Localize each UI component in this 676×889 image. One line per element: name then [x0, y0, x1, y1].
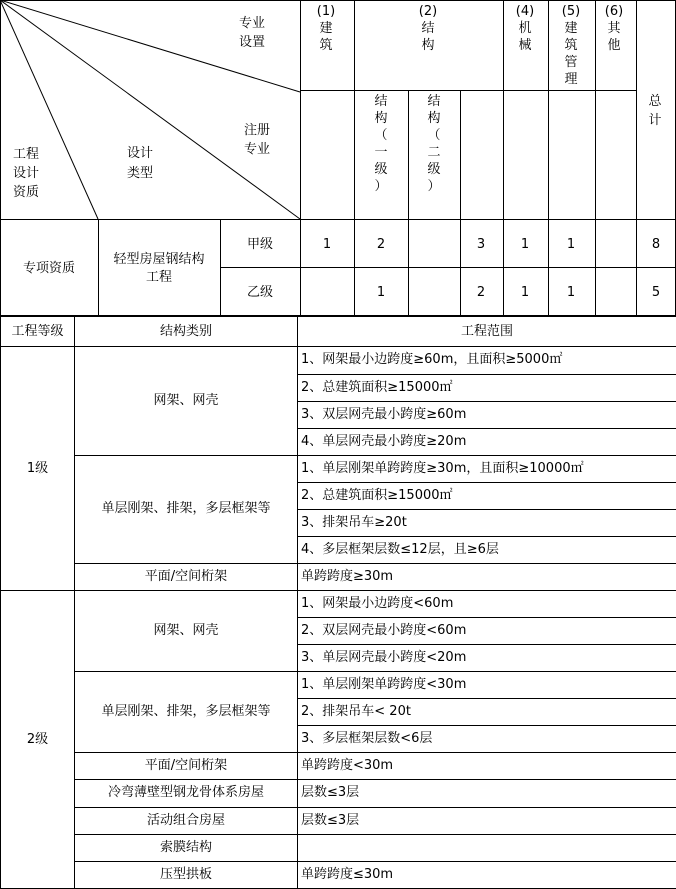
category-cell: 平面/空间桁架: [75, 563, 298, 590]
svg-text:(5): (5): [561, 4, 581, 19]
category-cell: 网架、网壳: [75, 347, 298, 455]
scope-cell: 1、网架最小边跨度≥60m，且面积≥5000㎡: [298, 347, 676, 374]
svg-text:（: （: [427, 128, 441, 143]
qualification-table: [0, 0, 676, 316]
svg-text:总: 总: [648, 94, 662, 109]
table-row: [1, 563, 676, 590]
svg-text:结: 结: [427, 94, 441, 109]
level-2-label: 2级: [1, 591, 75, 889]
category-cell: 活动组合房屋: [75, 807, 298, 834]
major-structure: [419, 4, 437, 53]
table-row: [1, 834, 676, 861]
scope-cell: 2、总建筑面积≥15000㎡: [298, 374, 676, 401]
category-cell: 压型拱板: [75, 861, 298, 888]
svg-text:1: 1: [322, 237, 332, 252]
svg-text:一: 一: [374, 145, 388, 160]
corner-qualification: 工程: [12, 147, 40, 162]
table-row: [1, 347, 676, 374]
svg-text:1: 1: [520, 285, 530, 300]
scope-cell: 2、总建筑面积≥15000㎡: [298, 482, 676, 509]
scope-cell: 3、多层框架层数<6层: [298, 726, 676, 753]
svg-text:建: 建: [319, 21, 333, 36]
svg-text:建: 建: [564, 21, 578, 36]
corner-registered: 专业: [243, 142, 271, 157]
structure-level1-header: [374, 93, 387, 194]
svg-text:计: 计: [648, 113, 662, 128]
corner-design-type: 类型: [126, 166, 154, 181]
scope-cell: 层数≤3层: [298, 807, 676, 834]
scope-cell: 2、双层网壳最小跨度<60m: [298, 618, 676, 645]
svg-text:(6): (6): [604, 4, 624, 19]
svg-text:筑: 筑: [564, 38, 578, 53]
svg-text:）: ）: [427, 179, 441, 194]
svg-text:(4): (4): [515, 4, 535, 19]
svg-text:筑: 筑: [319, 38, 333, 53]
header-grade: 工程等级: [1, 317, 75, 347]
svg-text:8: 8: [651, 237, 661, 252]
major-building-management: [562, 4, 580, 87]
corner-qualification: 资质: [12, 185, 40, 200]
total-label: [648, 94, 662, 128]
svg-text:级: 级: [427, 162, 441, 177]
svg-text:二: 二: [427, 145, 441, 160]
grade-table-header: [1, 317, 676, 347]
svg-text:2: 2: [376, 237, 386, 252]
scope-cell: 单跨跨度<30m: [298, 753, 676, 780]
scope-cell: 3、双层网壳最小跨度≥60m: [298, 401, 676, 428]
svg-text:构: 构: [427, 111, 441, 126]
svg-text:级: 级: [374, 162, 388, 177]
scope-cell: 单跨跨度≤30m: [298, 861, 676, 888]
table-row: [1, 672, 676, 699]
major-mechanical: [516, 4, 534, 53]
svg-text:（: （: [374, 128, 388, 143]
svg-text:1: 1: [376, 285, 386, 300]
major-architecture: [317, 4, 335, 53]
corner-setting: 设置: [238, 35, 266, 50]
level-1-label: 1级: [1, 347, 75, 591]
svg-text:构: 构: [421, 38, 435, 53]
table-row: [1, 753, 676, 780]
svg-text:械: 械: [518, 38, 532, 53]
scope-cell: 2、排架吊车< 20t: [298, 699, 676, 726]
svg-text:1: 1: [566, 285, 576, 300]
category-cell: 单层刚架、排架，多层框架等: [75, 455, 298, 563]
scope-cell: [298, 834, 676, 861]
corner-qualification: 设计: [12, 166, 40, 181]
scope-cell: 4、单层网壳最小跨度≥20m: [298, 428, 676, 455]
scope-cell: 3、单层网壳最小跨度<20m: [298, 645, 676, 672]
table-row: [1, 455, 676, 482]
category-cell: 平面/空间桁架: [75, 753, 298, 780]
svg-text:3: 3: [476, 237, 486, 252]
category-cell: 冷弯薄壁型钢龙骨体系房屋: [75, 780, 298, 807]
svg-text:）: ）: [374, 179, 388, 194]
scope-cell: 1、网架最小边跨度<60m: [298, 591, 676, 618]
table-row: [1, 807, 676, 834]
svg-text:5: 5: [651, 285, 661, 300]
scope-cell: 单跨跨度≥30m: [298, 563, 676, 590]
header-scope: 工程范围: [298, 317, 676, 347]
svg-text:结: 结: [421, 21, 435, 36]
project-type-label: 工程: [145, 270, 173, 285]
grade-table: [0, 316, 676, 889]
svg-text:管: 管: [564, 55, 578, 70]
header-category: 结构类别: [75, 317, 298, 347]
project-type-label: 轻型房屋钢结构: [113, 252, 205, 267]
corner-registered: 注册: [243, 123, 271, 138]
svg-text:机: 机: [518, 21, 532, 36]
corner-design-type: 设计: [126, 146, 154, 161]
svg-text:其: 其: [607, 21, 621, 36]
grade-b-label: 乙级: [246, 285, 274, 300]
table-row: [1, 591, 676, 618]
svg-text:构: 构: [374, 111, 388, 126]
svg-text:(2): (2): [418, 4, 438, 19]
svg-text:1: 1: [566, 237, 576, 252]
corner-setting: 专业: [238, 16, 266, 31]
table-row: [1, 780, 676, 807]
category-cell: 单层刚架、排架，多层框架等: [75, 672, 298, 753]
major-other: [605, 4, 623, 53]
scope-cell: 层数≤3层: [298, 780, 676, 807]
special-qualification-label: 专项资质: [22, 261, 76, 276]
grade-b-values: [377, 285, 660, 300]
svg-text:1: 1: [520, 237, 530, 252]
svg-text:(1): (1): [316, 4, 336, 19]
scope-cell: 4、多层框架层数≤12层，且≥6层: [298, 536, 676, 563]
scope-cell: 3、排架吊车≥20t: [298, 509, 676, 536]
svg-text:他: 他: [607, 38, 621, 53]
category-cell: 索膜结构: [75, 834, 298, 861]
svg-text:结: 结: [374, 94, 388, 109]
scope-cell: 1、单层刚架单跨跨度<30m: [298, 672, 676, 699]
table-row: [1, 861, 676, 888]
category-cell: 网架、网壳: [75, 591, 298, 672]
grade-a-label: 甲级: [246, 237, 274, 252]
scope-cell: 1、单层刚架单跨跨度≥30m，且面积≥10000㎡: [298, 455, 676, 482]
svg-text:理: 理: [564, 72, 578, 87]
structure-level2-header: [427, 93, 440, 194]
svg-text:2: 2: [476, 285, 486, 300]
grade-a-values: [323, 237, 660, 252]
